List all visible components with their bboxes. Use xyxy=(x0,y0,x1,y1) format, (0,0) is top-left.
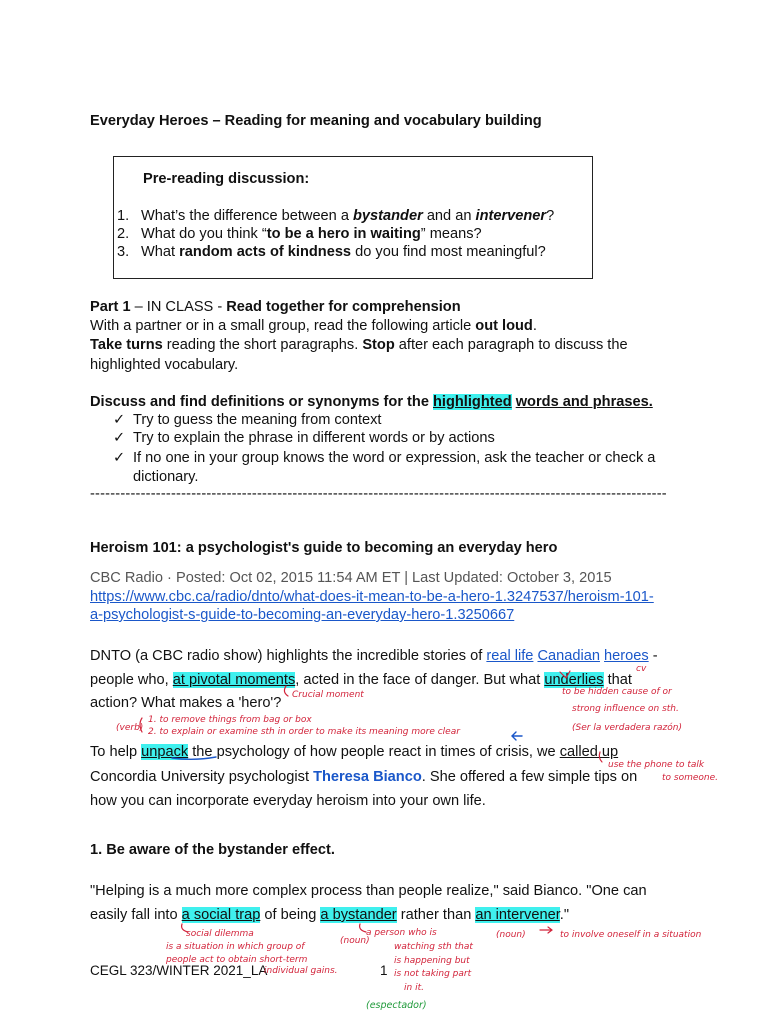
part1-heading: Part 1 – IN CLASS - Read together for comprehension xyxy=(90,299,461,315)
section-1-heading: 1. Be aware of the bystander effect. xyxy=(90,842,335,858)
paragraph2-line2: Concordia University psychologist Theresa Bianco. She offered a few simple tips on xyxy=(90,769,638,785)
annotation-verb: (verb) xyxy=(116,723,144,733)
link-heroes[interactable]: heroes xyxy=(604,648,649,664)
paragraph2-line1: To help unpack the psychology of how people react in times of crisis, we called up xyxy=(90,744,619,760)
annotation-blue-underline xyxy=(172,757,216,759)
annotation-arrow-trap xyxy=(182,924,188,932)
annotation-bystander-5: in it. xyxy=(404,983,424,993)
annotation-underlies-1: to be hidden cause of or xyxy=(562,687,672,697)
annotation-underlies-3: (Ser la verdadera razón) xyxy=(572,723,682,733)
annotation-arrow-intervener xyxy=(540,927,552,933)
part1-line4: highlighted vocabulary. xyxy=(90,357,239,373)
part1-line2: With a partner or in a small group, read the following article out loud. xyxy=(90,318,537,334)
vocab-social-trap: a social trap xyxy=(181,907,261,923)
paragraph2-line3: how you can incorporate everyday heroism into your own life. xyxy=(90,793,486,809)
question-1: 1. What’s the difference between a bystander and an intervener? xyxy=(117,208,555,224)
paragraph1-line3: action? What makes a 'hero'? xyxy=(90,695,282,711)
tip-3-cont: dictionary. xyxy=(133,469,199,485)
vocab-unpack: unpack xyxy=(141,744,189,760)
quote-line2: easily fall into a social trap of being a bystander rather than an intervener." xyxy=(90,907,570,923)
annotation-unpack-2: 2. to explain or examine sth in order to make its meaning more clear xyxy=(148,727,460,737)
tip-1: ✓ Try to guess the meaning from context xyxy=(113,412,382,428)
article-url-line2[interactable]: a-psychologist-s-guide-to-becoming-an-everyday-hero-1.3250667 xyxy=(90,607,515,623)
annotation-bystander-1: a person who is xyxy=(366,928,437,938)
annotation-arrow-bystander xyxy=(360,924,366,932)
check-icon: ✓ xyxy=(113,430,126,446)
name-theresa-bianco: Theresa Bianco xyxy=(313,769,422,785)
vocab-bystander: a bystander xyxy=(320,907,397,923)
check-icon: ✓ xyxy=(113,450,126,466)
annotation-called-up-2: to someone. xyxy=(662,773,719,783)
question-3: 3. What random acts of kindness do you find most meaningful? xyxy=(117,244,546,260)
footer-page-number: 1 xyxy=(380,963,388,978)
quote-line1: "Helping is a much more complex process than people realize," said Bianco. "One can xyxy=(90,883,647,899)
annotation-trap-4: individual gains. xyxy=(264,966,338,976)
annotation-noun-1: (noun) xyxy=(340,936,370,946)
annotation-underlies-2: strong influence on sth. xyxy=(572,704,679,714)
annotation-arrow-pivotal xyxy=(284,686,288,696)
paragraph1-line1: DNTO (a CBC radio show) highlights the incredible stories of real life Canadian heroes - xyxy=(90,648,658,664)
annotation-bystander-3: is happening but xyxy=(394,956,470,966)
annotation-called-up-1: use the phone to talk xyxy=(608,760,705,770)
link-canadian[interactable]: Canadian xyxy=(537,648,600,664)
annotation-arrow-called-up xyxy=(599,752,602,762)
part1-line3: Take turns reading the short paragraphs. Stop after each paragraph to discuss the xyxy=(90,337,628,353)
annotation-trap-3: people act to obtain short-term xyxy=(166,955,308,965)
footer-course: CEGL 323/WINTER 2021_LA xyxy=(90,963,268,978)
tip-2: ✓ Try to explain the phrase in different words or by actions xyxy=(113,430,495,446)
annotation-noun-2: (noun) xyxy=(496,930,526,940)
annotation-crucial-moment: Crucial moment xyxy=(292,690,364,700)
annotation-trap-2: is a situation in which group of xyxy=(166,942,305,952)
annotation-unpack-1: 1. to remove things from bag or box xyxy=(148,715,312,725)
paragraph1-line2: people who, at pivotal moments, acted in the face of danger. But what underlies that xyxy=(90,672,632,688)
question-2: 2. What do you think “to be a hero in waiting” means? xyxy=(117,226,482,242)
link-real-life[interactable]: real life xyxy=(486,648,534,664)
vocab-pivotal-moments: at pivotal moments xyxy=(172,672,296,688)
annotation-social-dilemma: social dilemma xyxy=(186,929,254,939)
annotation-blue-arrow xyxy=(512,732,522,740)
divider-dashes: ------------------------------------------------------------------------------------------------------------------ xyxy=(90,486,667,502)
annotation-bystander-4: is not taking part xyxy=(394,969,472,979)
discuss-heading: Discuss and find definitions or synonyms for the highlighted words and phrases. xyxy=(90,394,653,410)
annotation-espectador: (espectador) xyxy=(366,1000,427,1011)
vocab-intervener: an intervener xyxy=(475,907,560,923)
vocab-called-up: called up xyxy=(559,744,619,760)
tip-3: ✓ If no one in your group knows the word or expression, ask the teacher or check a xyxy=(113,450,656,466)
annotation-bystander-2: watching sth that xyxy=(394,942,473,952)
article-url-line1[interactable]: https://www.cbc.ca/radio/dnto/what-does-it-mean-to-be-a-hero-1.3247537/heroism-101- xyxy=(90,589,654,605)
article-meta: CBC Radio · Posted: Oct 02, 2015 11:54 AM ET | Last Updated: October 3, 2015 xyxy=(90,570,612,586)
vocab-underlies: underlies xyxy=(544,672,604,688)
annotation-arrow-underlies xyxy=(560,671,570,678)
pre-reading-heading: Pre-reading discussion: xyxy=(143,171,310,187)
article-title: Heroism 101: a psychologist's guide to becoming an everyday hero xyxy=(90,540,558,556)
annotation-bracket-unpack xyxy=(140,718,142,732)
check-icon: ✓ xyxy=(113,412,126,428)
annotation-intervener: to involve oneself in a situation xyxy=(560,930,702,940)
document-title: Everyday Heroes – Reading for meaning and vocabulary building xyxy=(90,113,542,129)
annotation-cv: cv xyxy=(636,664,647,674)
